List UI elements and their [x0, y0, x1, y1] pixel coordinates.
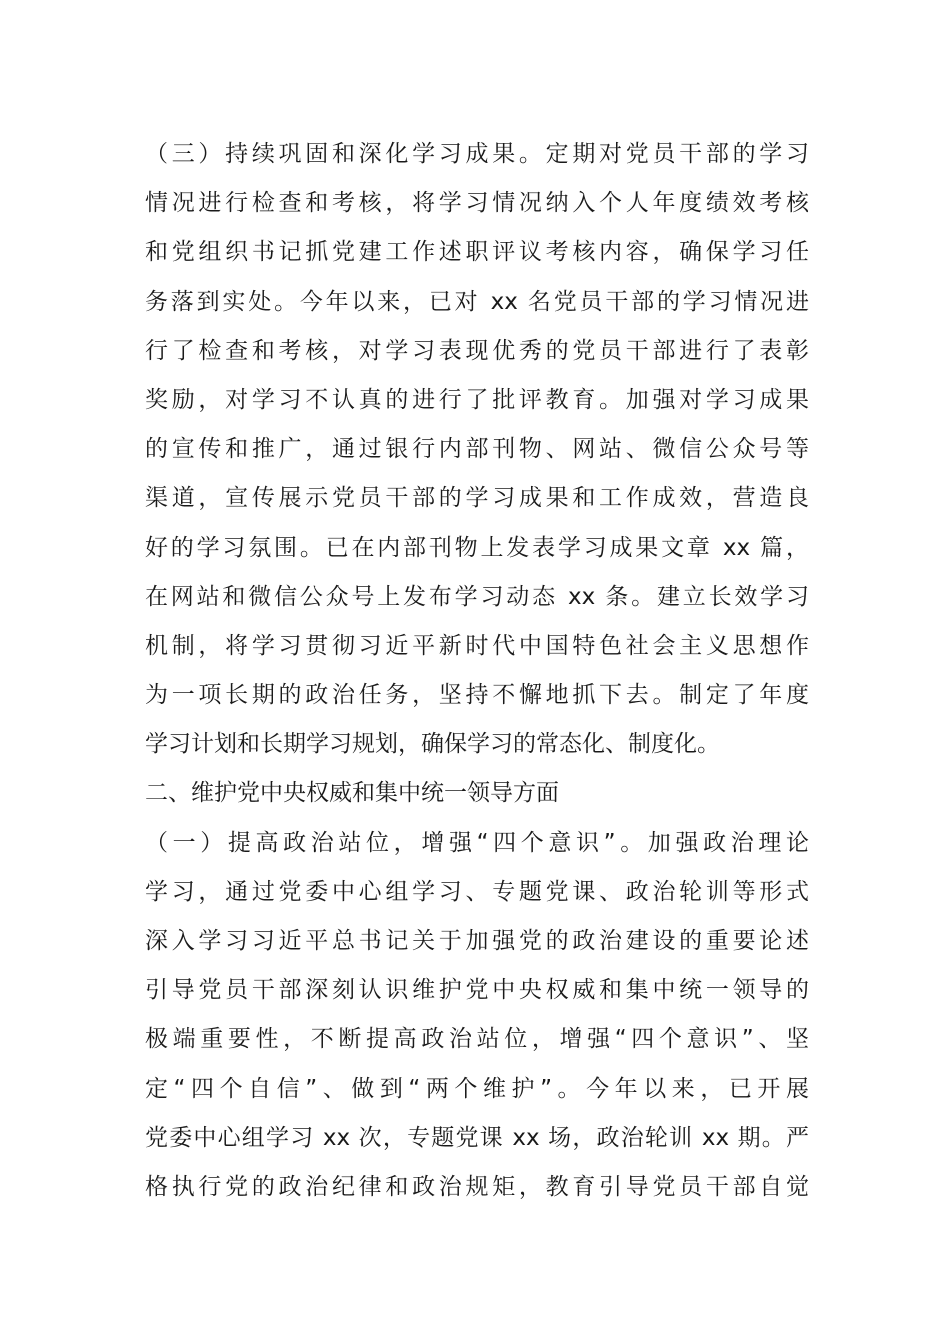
text-line: 学习计划和长期学习规划，确保学习的常态化、制度化。: [145, 731, 720, 758]
text-line: 和党组织书记抓党建工作述职评议考核内容，确保学习任: [145, 239, 809, 266]
text-line: 情况进行检查和考核，将学习情况纳入个人年度绩效考核: [145, 190, 809, 217]
text-line: 好的学习氛围。已在内部刊物上发表学习成果文章 xx 篇，: [145, 534, 809, 561]
text-line: 机制，将学习贯彻习近平新时代中国特色社会主义思想作: [145, 632, 809, 659]
text-line: 奖励，对学习不认真的进行了批评教育。加强对学习成果: [145, 386, 809, 413]
text-line: 格执行党的政治纪律和政治规矩，教育引导党员干部自觉: [145, 1173, 809, 1200]
text-line: （三）持续巩固和深化学习成果。定期对党员干部的学习: [145, 141, 809, 167]
text-line: 深入学习习近平总书记关于加强党的政治建设的重要论述: [145, 928, 809, 954]
text-line: 在网站和微信公众号上发布学习动态 xx 条。建立长效学习: [145, 583, 809, 610]
text-line: 极端重要性，不断提高政治站位，增强“四个意识”、坚: [145, 1026, 809, 1053]
text-line: 渠道，宣传展示党员干部的学习成果和工作成效，营造良: [145, 485, 809, 512]
text-line: 的宣传和推广，通过银行内部刊物、网站、微信公众号等: [145, 436, 809, 463]
text-line: 行了检查和考核，对学习表现优秀的党员干部进行了表彰: [145, 337, 809, 364]
text-line: 定“四个自信”、做到“两个维护”。今年以来，已开展: [145, 1075, 809, 1102]
text-line: 为一项长期的政治任务，坚持不懈地抓下去。制定了年度: [145, 682, 809, 709]
text-line: 党委中心组学习 xx 次，专题党课 xx 场，政治轮训 xx 期。严: [145, 1124, 809, 1151]
document-body: [145, 130, 809, 1212]
section-heading: 二、维护党中央权威和集中统一领导方面: [145, 780, 559, 807]
text-line: 务落到实处。今年以来，已对 xx 名党员干部的学习情况进: [145, 288, 809, 315]
text-line: 学习，通过党委中心组学习、专题党课、政治轮训等形式: [145, 878, 809, 905]
text-line: （一）提高政治站位，增强“四个意识”。加强政治理论: [145, 829, 809, 856]
text-line: 引导党员干部深刻认识维护党中央权威和集中统一领导的: [145, 977, 809, 1004]
